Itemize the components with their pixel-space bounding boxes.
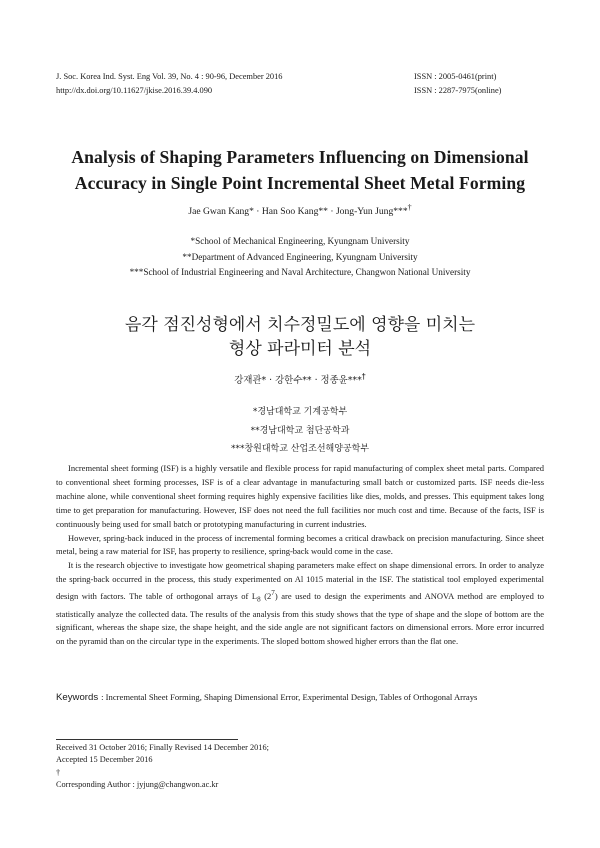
keywords-label: Keywords xyxy=(56,692,99,703)
korean-title-line-1: 음각 점진성형에서 치수정밀도에 영향을 미치는 xyxy=(124,315,476,335)
keywords-text: Incremental Sheet Forming, Shaping Dimensional Error, Experimental Design, Tables of Orthogonal Arrays xyxy=(105,692,478,702)
paper-title-line-2: Accuracy in Single Point Incremental Sheet Metal Forming xyxy=(74,173,526,193)
affiliation-1: *School of Mechanical Engineering, Kyungnam University xyxy=(190,236,410,246)
footnote-dagger: † xyxy=(56,767,61,777)
journal-citation: J. Soc. Korea Ind. Syst. Eng Vol. 39, No. 4 : 90-96, December 2016 xyxy=(56,72,283,81)
keywords-separator: : xyxy=(101,692,104,702)
abstract xyxy=(56,462,544,649)
korean-title-line-2: 형상 파라미터 분석 xyxy=(228,339,372,359)
korean-title xyxy=(40,313,560,361)
author-names: Jae Gwan Kang* · Han Soo Kang** · Jong-Yun Jung*** xyxy=(188,206,408,218)
doi-link[interactable]: http://dx.doi.org/10.11627/jkise.2016.39.4.090 xyxy=(56,86,213,95)
journal-header xyxy=(56,70,283,98)
author-list xyxy=(40,203,560,217)
keywords-line xyxy=(56,692,544,703)
accepted-date: Accepted 15 December 2016 xyxy=(56,755,153,765)
affiliation-list xyxy=(40,234,560,281)
received-date: Received 31 October 2016; Finally Revised 14 December 2016; xyxy=(56,743,269,752)
corresponding-dagger: † xyxy=(407,203,412,212)
footnote-divider xyxy=(56,739,238,740)
affiliation-3: ***School of Industrial Engineering and Naval Architecture, Changwon National University xyxy=(129,267,471,277)
abstract-p3-part-c: ) are used to design the experiments and ANOVA method are employed to statistically analyze the collected data. The results of the analysis from this study shows that the type of shape and the slope of bottom are the significant, whereas the shape size, the shape height, and the side angle are not significant factors on dimensional errors. More error incurred on the pyramid than on the circular type in the experiments. The sloped bottom showed higher errors than the flat one. xyxy=(56,590,544,647)
orthogonal-array-superscript: 7 xyxy=(271,589,275,598)
korean-affiliation-list xyxy=(40,403,560,459)
abstract-p3-part-b: (2 xyxy=(260,590,272,601)
affiliation-2: **Department of Advanced Engineering, Kyungnam University xyxy=(182,251,418,262)
abstract-paragraph-2: However, spring-back induced in the process of incremental forming becomes a critical drawback on precision manufacturing. Since sheet metal, being a raw material for ISF, has property to resilience, spring-back would come in the case. xyxy=(56,532,544,557)
orthogonal-array-subscript: 8 xyxy=(257,595,261,604)
paper-title xyxy=(40,144,560,196)
korean-affiliation-1: *경남대학교 기계공학부 xyxy=(252,407,348,417)
korean-affiliation-3: ***창원대학교 산업조선해양공학부 xyxy=(230,444,370,454)
korean-author-list xyxy=(40,372,560,386)
corresponding-author-text[interactable]: Corresponding Author : jyjung@changwon.ac.kr xyxy=(56,779,219,789)
paper-title-line-1: Analysis of Shaping Parameters Influencing on Dimensional xyxy=(71,147,529,167)
issn-block xyxy=(414,70,554,98)
footnotes xyxy=(56,742,544,791)
korean-affiliation-2: **경남대학교 첨단공학과 xyxy=(250,425,350,436)
corresponding-author xyxy=(56,767,544,792)
abstract-p3-part-a: It is the research objective to investigate how geometrical shaping parameters make effect on shape dimensional errors. In order to analyze the spring-back occurred in the process, this study experimented on Al 1015 material in the ISF. The statistical tool employed experimental design with factors. The table of orthogonal arrays of L xyxy=(56,560,544,601)
issn-print: ISSN : 2005-0461(print) xyxy=(414,72,497,81)
abstract-paragraph-1: Incremental sheet forming (ISF) is a highly versatile and flexible process for rapid manufacturing of complex sheet metal parts. Compared to conventional sheet forming processes, ISF is of a clear advantage in manufacturing small batch or customized parts. ISF needs die-less machine alone, while conventional sheet forming requires highly expensive facilities like dies, molds, and presses. This equipment takes long time to get preparation for manufacturing. However, ISF does not need the full facilities nor much cost and time. Because of the facts, ISF is continuously being used for small batch or prototyping manufacturing in current industries. xyxy=(56,463,544,529)
issn-online: ISSN : 2287-7975(online) xyxy=(414,86,502,95)
korean-author-names: 강재관* · 강한수** · 정종윤*** xyxy=(234,375,362,387)
korean-corresponding-dagger: † xyxy=(361,372,366,381)
abstract-paragraph-3 xyxy=(56,559,544,649)
